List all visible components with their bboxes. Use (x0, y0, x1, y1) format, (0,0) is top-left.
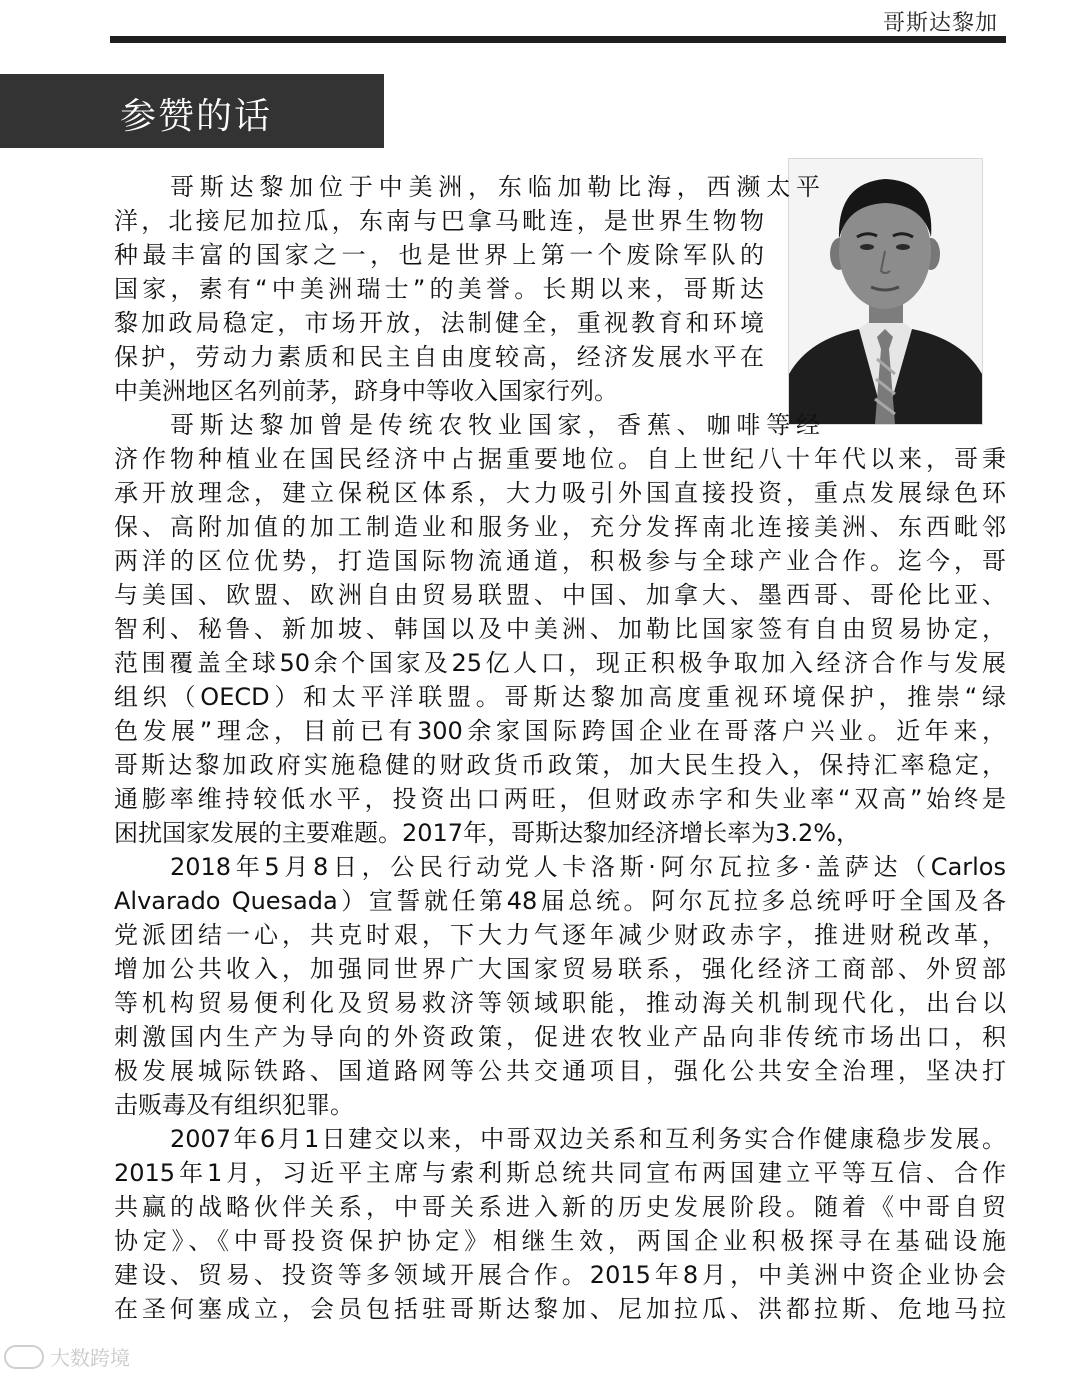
body-line: 党派团结一心，共克时艰，下大力气逐年减少财政赤字，推进财税改革， (114, 921, 1006, 949)
article-body (114, 170, 1006, 1326)
body-line: 共赢的战略伙伴关系，中哥关系进入新的历史发展阶段。随着《中哥自贸 (114, 1193, 1006, 1221)
body-line: 极发展城际铁路、国道路网等公共交通项目，强化公共安全治理，坚决打 (114, 1057, 1006, 1085)
body-line: 增加公共收入，加强同世界广大国家贸易联系，强化经济工商部、外贸部 (114, 955, 1006, 983)
body-line: 中美洲地区名列前茅，跻身中等收入国家行列。 (114, 377, 618, 405)
body-line: 种最丰富的国家之一，也是世界上第一个废除军队的 (114, 241, 764, 269)
body-line: 等机构贸易便利化及贸易救济等领域职能，推动海关机制现代化，出台以 (114, 989, 1006, 1017)
body-line: 建设、贸易、投资等多领域开展合作。2015年8月，中美洲中资企业协会 (114, 1261, 1006, 1289)
body-line: 范围覆盖全球50余个国家及25亿人口，现正积极争取加入经济合作与发展 (114, 649, 1006, 677)
watermark-text: 大数跨境 (50, 1346, 130, 1370)
body-line: 2018年5月8日，公民行动党人卡洛斯·阿尔瓦拉多·盖萨达（Carlos (170, 853, 1006, 881)
body-line: 与美国、欧盟、欧洲自由贸易联盟、中国、加拿大、墨西哥、哥伦比亚、 (114, 581, 1006, 609)
watermark (4, 1342, 130, 1371)
body-line: 黎加政局稳定，市场开放，法制健全，重视教育和环境 (114, 309, 764, 337)
body-line: 济作物种植业在国民经济中占据重要地位。自上世纪八十年代以来，哥秉 (114, 445, 1006, 473)
body-line: 保、高附加值的加工制造业和服务业，充分发挥南北连接美洲、东西毗邻 (114, 513, 1006, 541)
weibo-logo-icon (4, 1345, 44, 1369)
body-line: 两洋的区位优势，打造国际物流通道，积极参与全球产业合作。迄今，哥 (114, 547, 1006, 575)
body-line: 通膨率维持较低水平，投资出口两旺，但财政赤字和失业率“双高”始终是 (114, 785, 1006, 813)
body-line: 协定》、《中哥投资保护协定》相继生效，两国企业积极探寻在基础设施 (114, 1227, 1006, 1255)
body-line: 国家，素有“中美洲瑞士”的美誉。长期以来，哥斯达 (114, 275, 764, 303)
body-line: 击贩毒及有组织犯罪。 (114, 1091, 354, 1119)
body-line: 刺激国内生产为导向的外资政策，促进农牧业产品向非传统市场出口，积 (114, 1023, 1006, 1051)
body-line: 承开放理念，建立保税区体系，大力吸引外国直接投资，重点发展绿色环 (114, 479, 1006, 507)
body-line: 组织（OECD）和太平洋联盟。哥斯达黎加高度重视环境保护，推崇“绿 (114, 683, 1006, 711)
body-line: 色发展”理念，目前已有300余家国际跨国企业在哥落户兴业。近年来， (114, 717, 1006, 745)
body-line: 困扰国家发展的主要难题。2017年，哥斯达黎加经济增长率为3.2%， (114, 819, 861, 847)
section-title: 参赞的话 (120, 96, 273, 137)
body-line: Alvarado Quesada）宣誓就任第48届总统。阿尔瓦拉多总统呼吁全国及各 (114, 887, 1006, 915)
body-line: 智利、秘鲁、新加坡、韩国以及中美洲、加勒比国家签有自由贸易协定， (114, 615, 1006, 643)
body-line: 保护，劳动力素质和民主自由度较高，经济发展水平在 (114, 343, 764, 371)
body-line: 在圣何塞成立，会员包括驻哥斯达黎加、尼加拉瓜、洪都拉斯、危地马拉 (114, 1295, 1006, 1323)
body-line: 2015年1月，习近平主席与索利斯总统共同宣布两国建立平等互信、合作 (114, 1159, 1006, 1187)
running-header-title: 哥斯达黎加 (882, 11, 998, 36)
body-line: 2007年6月1日建交以来，中哥双边关系和互利务实合作健康稳步发展。 (170, 1125, 1006, 1153)
header-rule (110, 36, 1006, 43)
section-title-band (0, 74, 384, 148)
body-line: 哥斯达黎加位于中美洲，东临加勒比海，西濒太平 (170, 173, 820, 201)
body-line: 哥斯达黎加曾是传统农牧业国家，香蕉、咖啡等经 (170, 411, 820, 439)
body-line: 哥斯达黎加政府实施稳健的财政货币政策，加大民生投入，保持汇率稳定， (114, 751, 1006, 779)
body-line: 洋，北接尼加拉瓜，东南与巴拿马毗连，是世界生物物 (114, 207, 764, 235)
